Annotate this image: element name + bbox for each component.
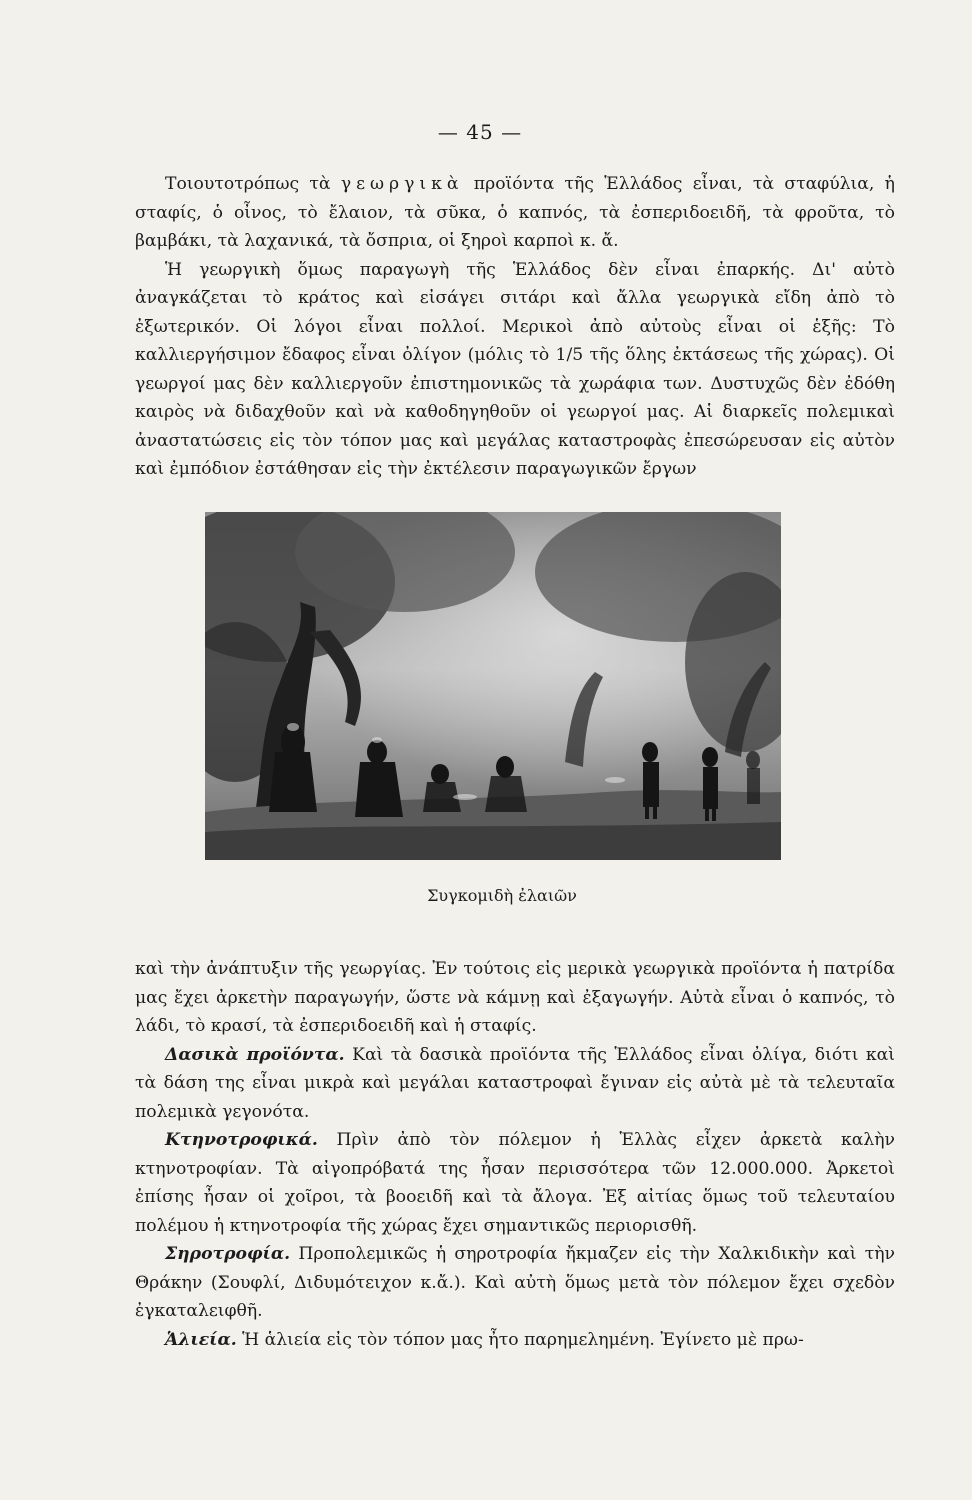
livestock-text: Πρὶν ἀπὸ τὸν πόλεμον ἡ Ἑλλὰς εἶχεν ἀρκετὰ καλὴν κτηνοτροφίαν. Τὰ αἰγοπρόβατά της ἦσαν περισσότερα τῶν 12.000.000. Ἀρκετοὶ ἐπίσης ἦσαν οἱ χοῖροι, τὰ βοοειδῆ καὶ τὰ ἄλογα. Ἐξ αἰτίας ὅμως τοῦ τελευταίου πολέμου ἡ κτηνοτροφία τῆς χώρας ἔχει σημαντικῶς περιορισθῆ. — [135, 1130, 895, 1236]
paragraph-continuation: καὶ τὴν ἀνάπτυξιν τῆς γεωργίας. Ἐν τούτοις εἰς μερικὰ γεωργικὰ προϊόντα ἡ πατρίδα μας ἔχει ἀρκετὴν παραγωγήν, ὥστε νὰ κάμνῃ καὶ ἐξαγωγήν. Αὐτὰ εἶναι ὁ καπνός, τὸ λάδι, τὸ κρασί, τὰ ἐσπεριδοειδῆ καὶ ἡ σταφίς. — [135, 959, 895, 1036]
forest-text: Καὶ τὰ δασικὰ προϊόντα τῆς Ἑλλάδος εἶναι ὀλίγα, διότι καὶ τὰ δάση της εἶναι μικρὰ καὶ μεγάλαι καταστροφαὶ ἔγιναν εἰς αὐτὰ μὲ τὰ τελευταῖα πολεμικὰ γεγονότα. — [135, 1044, 895, 1122]
olive-harvest-photo — [205, 512, 781, 860]
paragraph-production: Ἡ γεωργικὴ ὅμως παραγωγὴ τῆς Ἑλλάδος δὲν εἶναι ἐπαρκής. Δι' αὐτὸ ἀναγκάζεται τὸ κράτος καὶ εἰσάγει σιτάρι καὶ ἄλλα γεωργικὰ εἴδη ἀπὸ τὸ ἐξωτερικόν. Οἱ λόγοι εἶναι πολλοί. Μερικοὶ ἀπὸ αὐτοὺς εἶναι οἱ ἑξῆς: Τὸ καλλιεργήσιμον ἔδαφος εἶναι ὀλίγον (μόλις τὸ 1/5 τῆς ὅλης ἐκτάσεως τῆς χώρας). Οἱ γεωργοί μας δὲν καλλιεργοῦν ἐπιστημονικῶς τὰ χωράφια των. Δυστυχῶς δὲν ἐδόθη καιρὸς νὰ διδαχθοῦν καὶ νὰ καθοδηγηθοῦν οἱ γεωργοί μας. Αἱ διαρκεῖς πολεμικαὶ ἀναστατώσεις εἰς τὸν τόπον μας καὶ μεγάλας καταστροφὰς ἐπεσώρευσαν εἰς αὐτὸν καὶ ἐμπόδιον ἐστάθησαν εἰς τὴν ἐκτέλεσιν παραγωγικῶν ἔργων — [135, 259, 895, 479]
silk-heading: Σηροτροφία. — [165, 1244, 291, 1264]
paragraph-livestock — [135, 1126, 895, 1240]
silk-text: Προπολεμικῶς ἡ σηροτροφία ἤκμαζεν εἰς τὴν Χαλκιδικὴν καὶ τὴν Θράκην (Σουφλί, Διδυμότειχον κ.ἄ.). Καὶ αὐτὴ ὅμως μετὰ τὸν πόλεμον ἔχει σχεδὸν ἐγκαταλειφθῆ. — [135, 1244, 895, 1321]
paragraph-rest: προϊόντα τῆς Ἑλλάδος εἶναι, τὰ σταφύλια, ἡ σταφίς, ὁ οἶνος, τὸ ἔλαιον, τὰ σῦκα, ὁ καπνός, τὰ ἐσπεριδοειδῆ, τὰ φροῦτα, τὸ βαμβάκι, τὰ λαχανικά, τὰ ὄσπρια, οἱ ξηροὶ καρποὶ κ. ἄ. — [135, 174, 895, 251]
page-number: — 45 — — [437, 120, 523, 144]
fish-text: Ἡ ἁλιεία εἰς τὸν τόπον μας ἦτο παρημελημένη. Ἐγίνετο μὲ πρω- — [236, 1329, 804, 1350]
forest-heading: Δασικὰ προϊόντα. — [165, 1044, 345, 1065]
paragraph-forest-products — [135, 1041, 895, 1127]
spaced-term: γεωργικὰ — [340, 174, 464, 194]
photo-caption: Συγκομιδὴ ἐλαιῶν — [427, 886, 577, 905]
paragraph-fishing — [135, 1326, 895, 1355]
top-text-block — [135, 170, 895, 484]
paragraph-lead: Τοιουτοτρόπως τὰ — [165, 174, 341, 194]
bottom-text-block — [135, 955, 895, 1354]
olive-grove-illustration — [205, 512, 781, 860]
paragraph-agricultural-products — [135, 170, 895, 256]
fish-heading: Ἁλιεία. — [165, 1329, 237, 1350]
paragraph-sericulture — [135, 1240, 895, 1326]
livestock-heading: Κτηνοτροφικά. — [165, 1130, 318, 1150]
